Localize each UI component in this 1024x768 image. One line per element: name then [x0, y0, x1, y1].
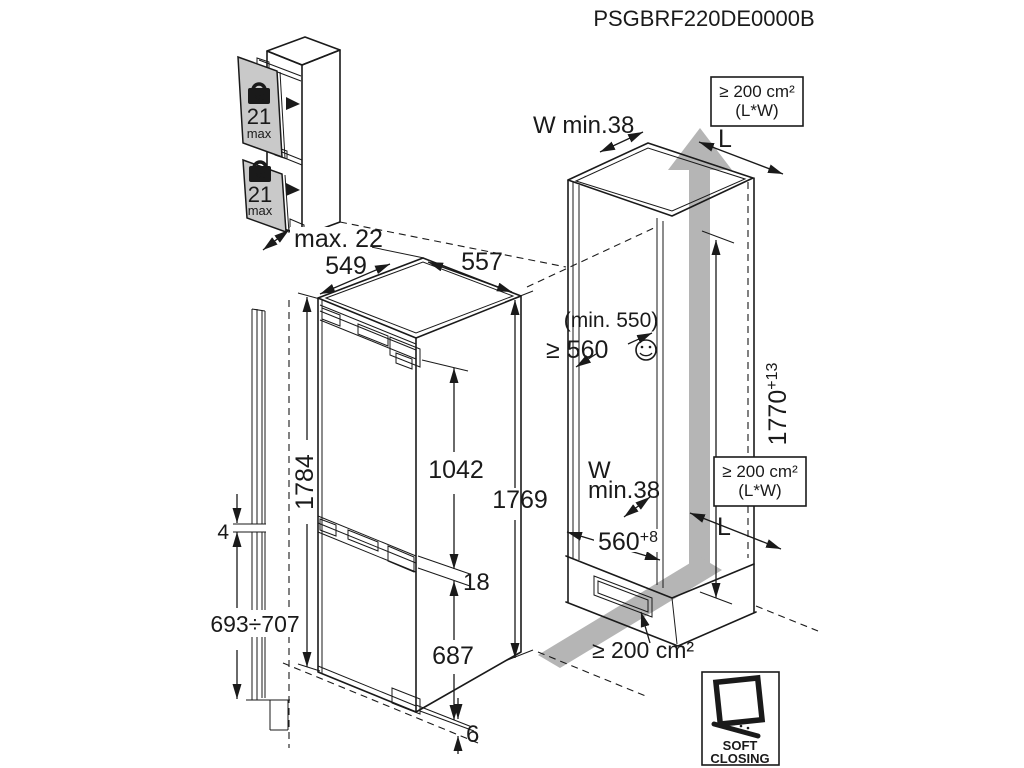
panel-gap-dim: 4: [217, 521, 229, 544]
middle-hinge-rail: [318, 516, 416, 572]
weight-icon-kg-label: KG: [254, 171, 266, 180]
weight-icon-kg-label: KG: [253, 93, 265, 102]
vent-area-mid-formula: (L*W): [738, 481, 782, 500]
upper-door-height-dim: 1042: [428, 456, 484, 484]
projection-line: [527, 227, 656, 287]
floor-line: [756, 606, 818, 631]
bottom-gap-dim: 6: [466, 721, 480, 748]
appliance-dimensions: [210, 248, 548, 754]
overall-height-dim: 1784: [291, 454, 319, 510]
niche-width-dim: $560^{+8}$: [598, 528, 658, 556]
soft-closing-label-1: SOFT: [722, 738, 758, 753]
lower-door-weight-unit: max: [247, 203, 273, 218]
wall-width-mid-label-min: min.38: [588, 477, 661, 504]
top-depth-dim: 549: [325, 252, 367, 280]
lower-door-weight-badge: [248, 162, 273, 218]
top-width-dim: 557: [461, 248, 503, 276]
niche-height-dim: $1770^{+13}$: [764, 362, 792, 446]
hinge-gap-dim: 18: [463, 569, 490, 596]
panel-outer-face: [252, 309, 257, 700]
model-number-title: PSGBRF220DE0000B: [593, 6, 815, 31]
vent-area-mid-value: ≥ 200 cm²: [722, 462, 798, 481]
smiley-icon: [636, 340, 656, 360]
panel-section-figure: [233, 300, 290, 748]
depth-min-label: (min. 550): [563, 309, 659, 332]
mount-arrow-icon: [286, 183, 300, 196]
length-label-top: L: [718, 125, 732, 153]
length-label-bottom: L: [717, 513, 731, 541]
door-weight-figure: [238, 37, 566, 267]
airflow-arrow-icon: [538, 128, 732, 668]
upper-door-weight-value: 21: [246, 104, 272, 129]
soft-closing-badge: [702, 672, 779, 766]
vent-area-top-value: ≥ 200 cm²: [719, 82, 795, 101]
mount-arrow-icon: [286, 97, 300, 110]
niche-dimensions: [533, 77, 806, 663]
mini-cabinet-side: [302, 50, 340, 236]
protrusion-dim-label: max. 22: [294, 225, 383, 253]
vent-area-bottom-label: ≥ 200 cm²: [591, 637, 695, 663]
appliance-front: [318, 298, 416, 712]
depth-recommended-label: ≥ 560: [546, 336, 609, 364]
lower-panel-height-dim: 693÷707: [210, 611, 300, 637]
lower-door-weight-value: 21: [247, 182, 273, 207]
mini-cabinet-top: [267, 37, 340, 65]
lower-door-height-dim: 687: [432, 642, 474, 670]
soft-closing-label-2: CLOSING: [710, 751, 770, 766]
niche-top: [568, 143, 753, 216]
wall-width-mid-label-w: W: [588, 457, 611, 484]
protrusion-dim-arrow: [263, 230, 289, 250]
upper-door-weight-badge: [247, 84, 272, 141]
wall-width-top-label: W min.38: [533, 112, 635, 139]
upper-door-weight-unit: max: [246, 126, 272, 141]
panel-inner-face: [262, 311, 265, 698]
plinth-recess: [246, 700, 290, 730]
body-height-dim: 1769: [492, 486, 548, 514]
vent-area-top-formula: (L*W): [735, 101, 779, 120]
floor-line: [283, 663, 478, 743]
